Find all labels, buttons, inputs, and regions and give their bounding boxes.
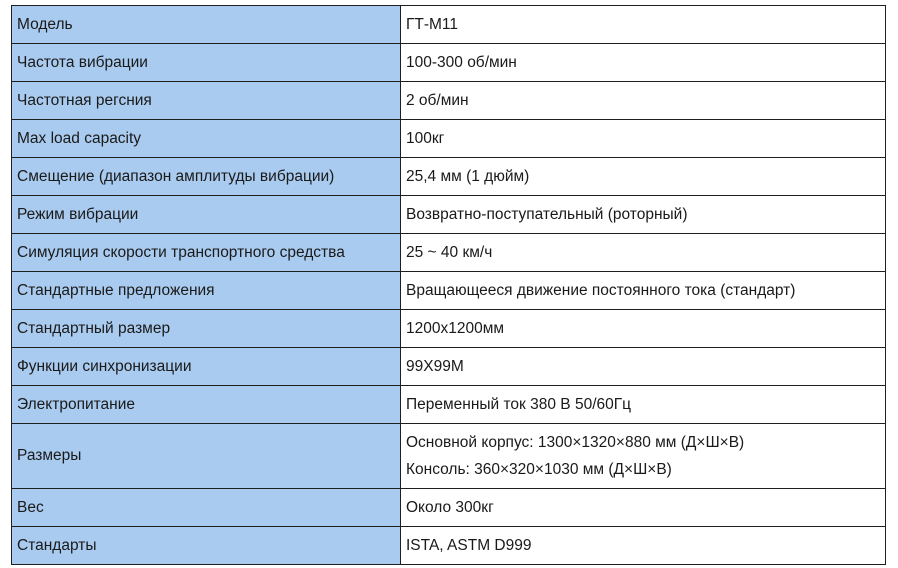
table-row [12,196,886,234]
spec-value: Возвратно-поступательный (роторный) [401,196,886,234]
spec-label: Электропитание [12,386,401,424]
spec-value: 100-300 об/мин [401,44,886,82]
table-row [12,272,886,310]
spec-value: 25 ~ 40 км/ч [401,234,886,272]
table-row [12,82,886,120]
spec-label: Смещение (диапазон амплитуды вибрации) [12,158,401,196]
spec-label: Режим вибрации [12,196,401,234]
spec-label: Частота вибрации [12,44,401,82]
spec-value: Около 300кг [401,489,886,527]
table-row [12,489,886,527]
table-row [12,386,886,424]
table-row [12,6,886,44]
spec-label: Частотная регсния [12,82,401,120]
spec-value [401,424,886,489]
spec-value: 25,4 мм (1 дюйм) [401,158,886,196]
spec-label: Стандартный размер [12,310,401,348]
spec-label: Функции синхронизации [12,348,401,386]
spec-label: Стандарты [12,527,401,565]
table-row [12,348,886,386]
table-row [12,234,886,272]
spec-value: 1200x1200мм [401,310,886,348]
spec-value-line: Основной корпус: 1300×1320×880 мм (Д×Ш×В) [406,434,745,451]
spec-value: 2 об/мин [401,82,886,120]
table-row [12,158,886,196]
spec-value: 100кг [401,120,886,158]
spec-label: Вес [12,489,401,527]
table-row [12,527,886,565]
table-row [12,120,886,158]
spec-label: Симуляция скорости транспортного средства [12,234,401,272]
table-row [12,424,886,489]
spec-label: Стандартные предложения [12,272,401,310]
table-row [12,310,886,348]
table-row [12,44,886,82]
spec-value: Вращающееся движение постоянного тока (стандарт) [401,272,886,310]
spec-value: ГТ-М11 [401,6,886,44]
spec-value-line: Консоль: 360×320×1030 мм (Д×Ш×В) [406,461,672,478]
spec-value: ISTA, ASTM D999 [401,527,886,565]
spec-value: Переменный ток 380 В 50/60Гц [401,386,886,424]
spec-label: Размеры [12,424,401,489]
spec-table [11,5,886,565]
spec-label: Max load capacity [12,120,401,158]
spec-label: Модель [12,6,401,44]
spec-value: 99X99M [401,348,886,386]
